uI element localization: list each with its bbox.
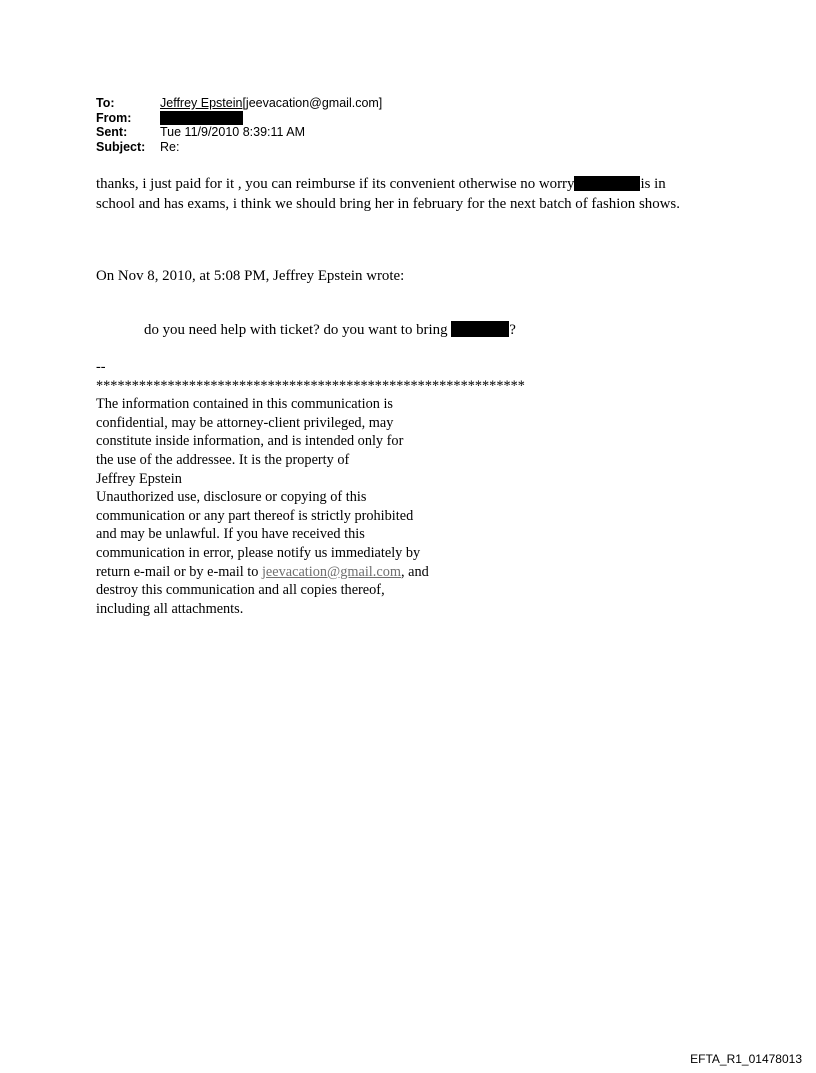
quoted-message-start: do you need help with ticket? do you want to bring [144,322,452,338]
body-line-1-end: is in [640,176,666,192]
disclaimer-line-email-end: , and [400,563,429,580]
sent-value: Tue 11/9/2010 8:39:11 AM [160,125,306,139]
body-line-1-start: thanks, i just paid for it , you can reimburse if its convenient otherwise no worry [96,176,575,192]
subject-value: Re: [160,139,180,154]
disclaimer-line-email [96,563,525,582]
disclaimer-line: Jeffrey Epstein [96,470,182,487]
disclaimer-line: destroy this communication and all copies thereof, [96,582,385,599]
from-label: From: [96,110,132,125]
quoted-message-end: ? [509,322,516,338]
body-line-2: school and has exams, i think we should bring her in february for the next batch of fashion shows. [96,196,680,212]
redaction-box-body [574,176,640,191]
to-row [96,96,382,111]
from-row [96,111,382,126]
signature-dashes: -- [96,359,106,375]
disclaimer-line: communication in error, please notify us immediately by [96,544,421,561]
sent-row [96,125,382,140]
signature-stars: ************************************************************ [96,377,525,394]
to-name[interactable]: Jeffrey Epstein [160,96,243,110]
signature-block [96,358,525,618]
disclaimer-line: confidential, may be attorney-client privileged, may [96,414,394,431]
to-value [160,96,382,111]
disclaimer-line: communication or any part thereof is strictly prohibited [96,507,414,524]
disclaimer-line-email-start: return e-mail or by e-mail to [96,563,262,580]
document-id: EFTA_R1_01478013 [690,1052,802,1066]
email-link[interactable]: jeevacation@gmail.com [261,563,401,580]
quoted-message [144,320,516,340]
to-label: To: [96,96,115,110]
disclaimer-line: and may be unlawful. If you have received this [96,526,365,543]
disclaimer-line: The information contained in this communication is [96,396,393,413]
redaction-box-from [160,111,243,125]
subject-label: Subject: [96,139,146,154]
email-body [96,174,680,214]
disclaimer-line: constitute inside information, and is intended only for [96,433,404,450]
sent-label: Sent: [96,125,128,139]
body-line-1 [96,174,680,194]
subject-row [96,140,382,155]
redaction-box-quote [451,321,509,337]
disclaimer-line: the use of the addressee. It is the property of [96,451,350,468]
disclaimer-line: Unauthorized use, disclosure or copying of this [96,489,367,506]
quote-attribution: On Nov 8, 2010, at 5:08 PM, Jeffrey Epstein wrote: [96,268,405,284]
email-header [96,96,382,154]
disclaimer-line: including all attachments. [96,600,244,617]
to-email: [jeevacation@gmail.com] [242,96,383,110]
